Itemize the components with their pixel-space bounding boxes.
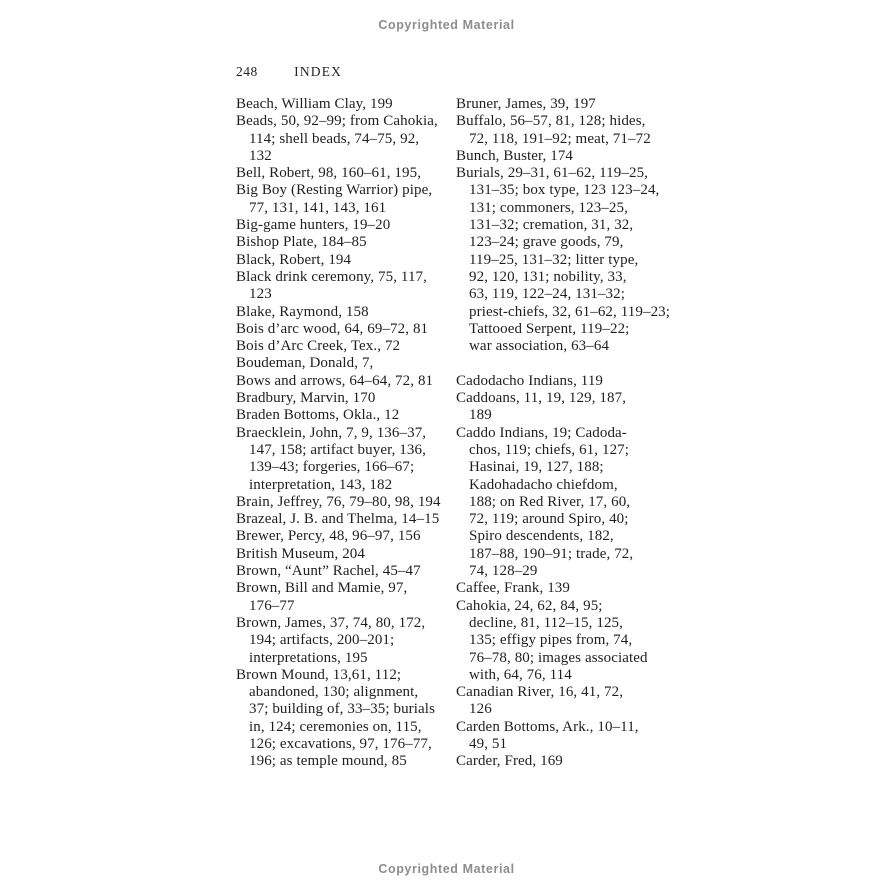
- index-entry: [236, 96, 448, 113]
- index-entry: [236, 390, 448, 407]
- index-entry: [236, 304, 448, 321]
- index-entry: [236, 407, 448, 424]
- index-entry-line: Carden Bottoms, Ark., 10–11,: [456, 718, 639, 735]
- index-entry-line: 49, 51: [469, 735, 508, 752]
- index-entry: [236, 234, 448, 251]
- index-entry-line: British Museum, 204: [236, 545, 365, 562]
- index-column-left: [236, 96, 448, 771]
- index-entry-line: Bradbury, Marvin, 170: [236, 390, 376, 407]
- index-entry-line: 123–24; grave goods, 79,: [469, 234, 624, 251]
- index-entry: [236, 355, 448, 372]
- index-entry-line: 188; on Red River, 17, 60,: [469, 493, 631, 510]
- index-entry-line: Big-game hunters, 19–20: [236, 217, 391, 234]
- index-entry-line: 72, 119; around Spiro, 40;: [469, 511, 629, 528]
- index-entry: [456, 753, 668, 770]
- index-entry-line: 131–35; box type, 123 123–24,: [469, 182, 660, 199]
- index-entry: [236, 269, 448, 304]
- index-entry-line: Blake, Raymond, 158: [236, 303, 369, 320]
- index-entry-line: Big Boy (Resting Warrior) pipe,: [236, 182, 433, 199]
- index-entry-line: Burials, 29–31, 61–62, 119–25,: [456, 165, 649, 182]
- index-entry: [236, 321, 448, 338]
- page-number: 248: [236, 64, 258, 79]
- index-entry: [236, 563, 448, 580]
- index-entry-line: 131; commoners, 123–25,: [469, 199, 628, 216]
- index-entry-line: Brewer, Percy, 48, 96–97, 156: [236, 528, 421, 545]
- index-entry-line: decline, 81, 112–15, 125,: [469, 614, 624, 631]
- index-entry-line: Canadian River, 16, 41, 72,: [456, 684, 624, 701]
- index-entry-line: Braden Bottoms, Okla., 12: [236, 407, 400, 424]
- index-column-right: [456, 96, 671, 771]
- index-entry-line: with, 64, 76, 114: [469, 666, 572, 683]
- index-entry: [236, 528, 448, 545]
- index-entry: [236, 615, 448, 667]
- index-entry-line: Bows and arrows, 64–64, 72, 81: [236, 372, 434, 389]
- index-entry-line: 139–43; forgeries, 166–67;: [249, 459, 415, 476]
- index-entry-line: Bois d’arc wood, 64, 69–72, 81: [236, 320, 429, 337]
- index-entry-line: chos, 119; chiefs, 61, 127;: [469, 441, 630, 458]
- index-entry: [236, 511, 448, 528]
- index-entry-line: Hasinai, 19, 127, 188;: [469, 459, 604, 476]
- index-entry: [456, 684, 668, 719]
- index-entry-line: 126: [469, 701, 492, 718]
- index-entry-line: 123: [249, 286, 272, 303]
- index-entry-line: Brown Mound, 13,61, 112;: [236, 666, 402, 683]
- index-entry-line: Brown, Bill and Mamie, 97,: [236, 580, 408, 597]
- index-entry-line: 76–78, 80; images associated: [469, 649, 648, 666]
- index-entry-line: 119–25, 131–32; litter type,: [469, 251, 639, 268]
- index-entry-line: Black drink ceremony, 75, 117,: [236, 268, 428, 285]
- index-columns: [236, 96, 671, 771]
- index-entry-line: interpretation, 143, 182: [249, 476, 393, 493]
- index-entry-line: Bois d’Arc Creek, Tex., 72: [236, 338, 401, 355]
- index-entry-line: 176–77: [249, 597, 295, 614]
- index-entry-line: in, 124; ceremonies on, 115,: [249, 718, 422, 735]
- index-entry-line: Black, Robert, 194: [236, 251, 352, 268]
- index-entry-line: 63, 119, 122–24, 131–32;: [469, 286, 626, 303]
- index-entry: [456, 165, 671, 355]
- index-entry-line: interpretations, 195: [249, 649, 368, 666]
- index-entry: [236, 338, 448, 355]
- index-entry: [236, 252, 448, 269]
- index-entry-line: 189: [469, 407, 492, 424]
- index-entry: [456, 390, 668, 425]
- copyright-notice-bottom: Copyrighted Material: [378, 862, 515, 876]
- index-entry-line: Beach, William Clay, 199: [236, 96, 393, 112]
- index-entry: [236, 165, 448, 182]
- index-entry: [236, 425, 448, 494]
- index-entry-line: Brazeal, J. B. and Thelma, 14–15: [236, 511, 440, 528]
- index-entry: [456, 598, 668, 684]
- index-entry-line: Cahokia, 24, 62, 84, 95;: [456, 597, 603, 614]
- index-entry-line: 114; shell beads, 74–75, 92,: [249, 130, 420, 147]
- section-break: [456, 355, 668, 372]
- index-entry: [236, 667, 448, 771]
- index-entry-line: 92, 120, 131; nobility, 33,: [469, 268, 627, 285]
- index-entry-line: 196; as temple mound, 85: [249, 753, 407, 770]
- index-entry: [456, 373, 668, 390]
- index-entry: [456, 719, 668, 754]
- index-entry-line: war association, 63–64: [469, 338, 610, 355]
- index-entry: [236, 546, 448, 563]
- index-entry-line: 37; building of, 33–35; burials: [249, 701, 436, 718]
- page-title: INDEX: [294, 64, 343, 79]
- index-entry-line: 147, 158; artifact buyer, 136,: [249, 441, 426, 458]
- index-entry: [236, 113, 448, 165]
- index-entry-line: Spiro descendents, 182,: [469, 528, 614, 545]
- index-entry-line: Bunch, Buster, 174: [456, 147, 574, 164]
- index-entry-line: 135; effigy pipes from, 74,: [469, 632, 633, 649]
- index-entry-line: Boudeman, Donald, 7,: [236, 355, 374, 372]
- index-entry-line: Brown, “Aunt” Rachel, 45–47: [236, 563, 421, 580]
- index-entry-line: 74, 128–29: [469, 563, 538, 580]
- index-entry-line: 131–32; cremation, 31, 32,: [469, 217, 634, 234]
- index-entry-line: Brown, James, 37, 74, 80, 172,: [236, 614, 426, 631]
- index-entry-line: Buffalo, 56–57, 81, 128; hides,: [456, 113, 646, 130]
- index-entry-line: 187–88, 190–91; trade, 72,: [469, 545, 634, 562]
- index-entry-line: 194; artifacts, 200–201;: [249, 632, 395, 649]
- index-entry-line: 72, 118, 191–92; meat, 71–72: [469, 130, 651, 147]
- index-entry: [236, 217, 448, 234]
- index-entry-line: Tattooed Serpent, 119–22;: [469, 320, 630, 337]
- index-entry-line: priest-chiefs, 32, 61–62, 119–23;: [469, 303, 671, 320]
- index-entry: [456, 425, 668, 581]
- index-entry-line: Beads, 50, 92–99; from Cahokia,: [236, 113, 438, 130]
- index-entry-line: 132: [249, 147, 272, 164]
- index-entry-line: Caffee, Frank, 139: [456, 580, 570, 597]
- index-entry-line: abandoned, 130; alignment,: [249, 684, 419, 701]
- page-header: [236, 64, 342, 80]
- index-entry-line: Cadodacho Indians, 119: [456, 372, 604, 389]
- index-entry: [236, 182, 448, 217]
- index-entry: [236, 494, 448, 511]
- index-entry-line: Bell, Robert, 98, 160–61, 195,: [236, 165, 422, 182]
- index-entry-line: Bishop Plate, 184–85: [236, 234, 367, 251]
- index-entry-line: Brain, Jeffrey, 76, 79–80, 98, 194: [236, 493, 441, 510]
- index-entry-line: Caddoans, 11, 19, 129, 187,: [456, 390, 627, 407]
- index-entry-line: Caddo Indians, 19; Cadoda-: [456, 424, 627, 441]
- index-entry: [456, 580, 668, 597]
- index-entry-line: Braecklein, John, 7, 9, 136–37,: [236, 424, 427, 441]
- index-entry: [456, 148, 668, 165]
- index-entry-line: Bruner, James, 39, 197: [456, 96, 596, 112]
- index-entry-line: Kadohadacho chiefdom,: [469, 476, 618, 493]
- index-entry-line: 77, 131, 141, 143, 161: [249, 199, 387, 216]
- index-entry: [236, 580, 448, 615]
- index-entry: [236, 373, 448, 390]
- index-entry: [456, 113, 668, 148]
- index-entry-line: Carder, Fred, 169: [456, 753, 563, 770]
- copyright-notice-top: Copyrighted Material: [378, 18, 515, 32]
- index-entry: [456, 96, 668, 113]
- index-entry-line: 126; excavations, 97, 176–77,: [249, 735, 432, 752]
